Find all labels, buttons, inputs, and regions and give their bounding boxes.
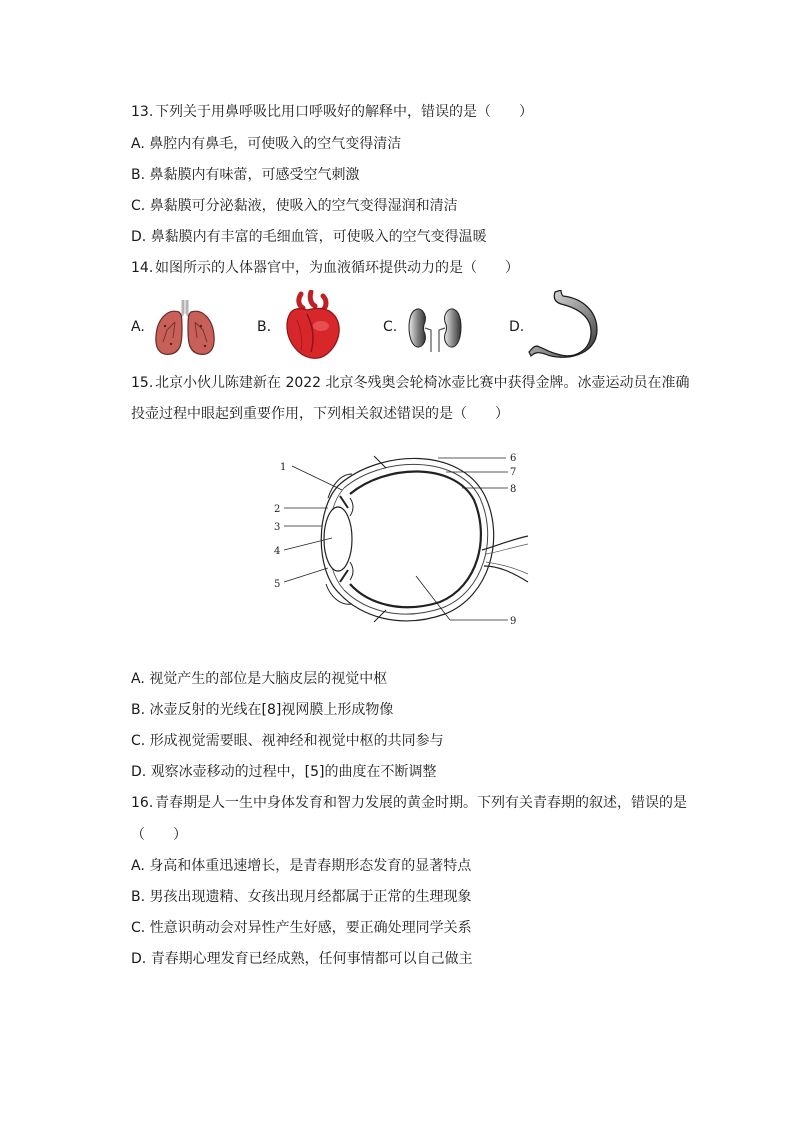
- option-label: D.: [131, 229, 147, 245]
- option-text: 鼻腔内有鼻毛，可使吸入的空气变得清洁: [149, 136, 402, 152]
- option-text: 身高和体重迅速增长，是青春期形态发育的显著特点: [149, 858, 472, 874]
- diagram-label: 9: [510, 616, 517, 627]
- q15-stem-line2: 投壶过程中眼起到重要作用，下列相关叙述错误的是（ ）: [131, 406, 509, 422]
- q13-option-b[interactable]: [131, 165, 360, 185]
- q15-option-c[interactable]: [131, 731, 444, 751]
- diagram-label: 5: [274, 579, 281, 590]
- option-label: C.: [131, 920, 146, 936]
- diagram-label: 4: [274, 546, 281, 557]
- q13-option-d[interactable]: [131, 227, 487, 247]
- q16-option-c[interactable]: [131, 918, 472, 938]
- option-label: D.: [509, 319, 525, 335]
- option-text: 观察冰壶移动的过程中，[5]的曲度在不断调整: [150, 764, 437, 780]
- option-label: B.: [131, 889, 146, 905]
- q16-stem: [131, 793, 687, 813]
- option-text: 性意识萌动会对异性产生好感，要正确处理同学关系: [149, 920, 472, 936]
- option-label: A.: [131, 858, 145, 874]
- diagram-label: 8: [510, 484, 517, 495]
- q14-number: 14.: [131, 260, 154, 276]
- heart-icon: [277, 290, 349, 362]
- diagram-label: 2: [274, 504, 281, 515]
- q16-option-b[interactable]: [131, 887, 472, 907]
- q15-option-d[interactable]: [131, 762, 437, 782]
- stomach-icon: [527, 290, 601, 362]
- option-label: D.: [131, 951, 147, 967]
- option-label: C.: [131, 198, 146, 214]
- option-text: 鼻黏膜内有味蕾，可感受空气刺激: [149, 167, 360, 183]
- retina-outline: [350, 471, 481, 607]
- q14-stem: [131, 258, 519, 278]
- option-label: D.: [131, 764, 147, 780]
- option-text: 男孩出现遗精、女孩出现月经都属于正常的生理现象: [149, 889, 472, 905]
- option-label: C.: [383, 319, 398, 335]
- option-label: A.: [131, 136, 145, 152]
- option-label: C.: [131, 733, 146, 749]
- sclera-outline: [340, 458, 494, 620]
- q15-stem-line1: [131, 373, 690, 393]
- q13-option-a[interactable]: [131, 134, 401, 154]
- q16-number: 16.: [131, 795, 154, 811]
- lungs-icon: [153, 296, 217, 358]
- option-text: 鼻黏膜内有丰富的毛细血管，可使吸入的空气变得温暖: [150, 229, 487, 245]
- q14-option-b[interactable]: [257, 290, 367, 365]
- option-label: B.: [257, 319, 272, 335]
- q13-stem: [131, 102, 533, 122]
- kidney-icon: [405, 306, 465, 352]
- q15-number: 15.: [131, 375, 154, 391]
- q15-option-b[interactable]: [131, 700, 393, 720]
- q16-option-a[interactable]: [131, 856, 471, 876]
- q14-option-a[interactable]: [131, 290, 241, 365]
- q14-stem-text: 如图所示的人体器官中，为血液循环提供动力的是（ ）: [155, 260, 519, 276]
- option-label: B.: [131, 167, 146, 183]
- q13-stem-text: 下列关于用鼻呼吸比用口呼吸好的解释中，错误的是（ ）: [155, 104, 533, 120]
- option-text: 鼻黏膜可分泌黏液，使吸入的空气变得湿润和清洁: [149, 198, 458, 214]
- q16-stem-text: 青春期是人一生中身体发育和智力发展的黄金时期。下列有关青春期的叙述，错误的是: [155, 795, 687, 811]
- q14-option-row: [131, 290, 611, 365]
- q16-option-d[interactable]: [131, 949, 473, 969]
- q13-option-c[interactable]: [131, 196, 458, 216]
- option-text: 青春期心理发育已经成熟，任何事情都可以自己做主: [150, 951, 473, 967]
- q14-option-d[interactable]: [509, 290, 619, 365]
- diagram-label: 1: [280, 462, 287, 473]
- diagram-label: 6: [510, 453, 517, 464]
- diagram-label: 3: [274, 522, 281, 533]
- option-label: B.: [131, 702, 146, 718]
- option-text: 视觉产生的部位是大脑皮层的视觉中枢: [149, 671, 388, 687]
- q15-stem-text-1: 北京小伙儿陈建新在 2022 北京冬残奥会轮椅冰壶比赛中获得金牌。冰壶运动员在准确: [155, 375, 690, 391]
- q16-stem-tail: （ ）: [131, 827, 187, 843]
- eyeball-diagram: [270, 446, 530, 636]
- option-label: A.: [131, 671, 145, 687]
- option-text: 形成视觉需要眼、视神经和视觉中枢的共同参与: [149, 733, 444, 749]
- diagram-label: 7: [510, 467, 517, 478]
- option-text: 冰壶反射的光线在[8]视网膜上形成物像: [149, 702, 394, 718]
- option-label: A.: [131, 319, 145, 335]
- q15-option-a[interactable]: [131, 669, 387, 689]
- optic-nerve: [482, 536, 528, 582]
- q14-option-c[interactable]: [383, 290, 493, 365]
- q13-number: 13.: [131, 104, 154, 120]
